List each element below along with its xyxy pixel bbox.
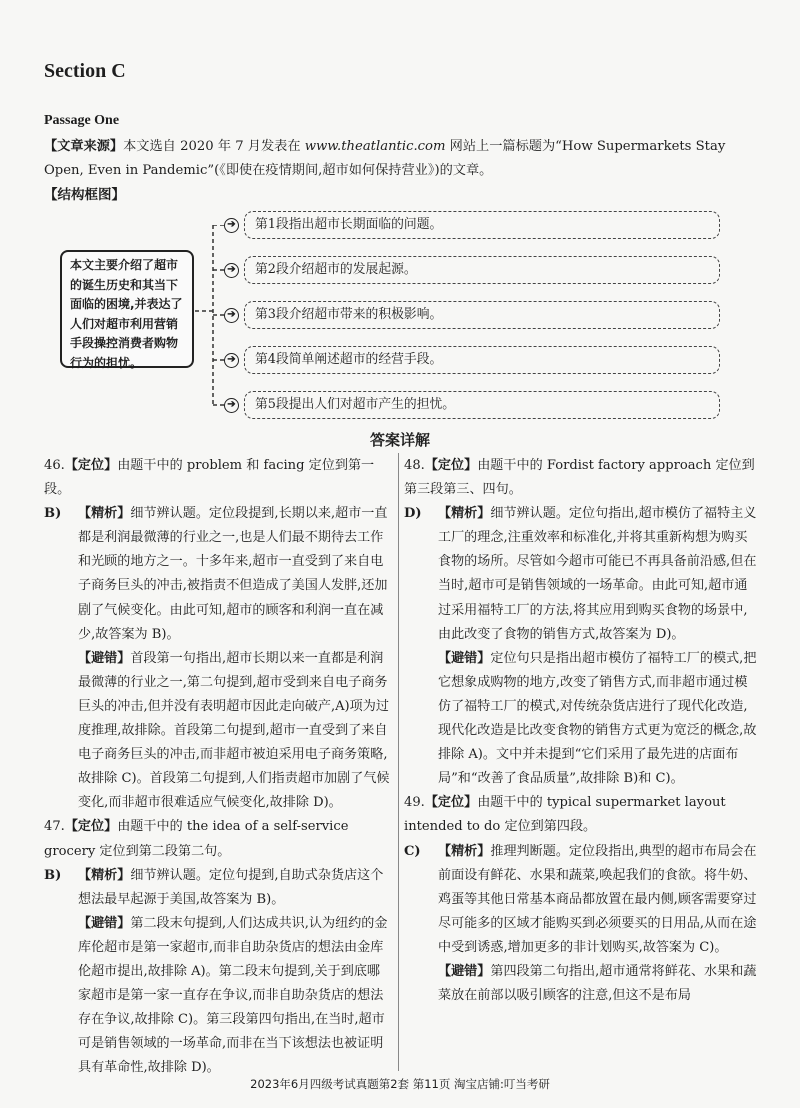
summary-box: 本文主要介绍了超市的诞生历史和其当下面临的困境,并表达了人们对超市利用营销手段操控消费者购物行为的担忧。: [60, 250, 194, 368]
q47-error: [44, 912, 392, 1081]
structure-point-1: 第1段指出超市长期面临的问题。: [244, 211, 720, 239]
locate-label: 【定位】: [424, 458, 478, 473]
source-text-before: 本文选自 2020 年 7 月发表在: [123, 139, 305, 154]
answer-letter: B): [44, 867, 62, 883]
locate-text: 由题干中的 typical supermarket layout intended to do 定位到第四段。: [404, 795, 726, 835]
q49-locate: [404, 791, 758, 839]
column-divider: [398, 453, 399, 1071]
locate-label: 【定位】: [64, 458, 118, 473]
error-label: 【避错】: [78, 915, 131, 931]
arrow-circle-icon: ➔: [224, 263, 239, 278]
section-title: Section C: [44, 60, 126, 82]
q46-error: [44, 647, 392, 816]
arrow-circle-icon: ➔: [224, 218, 239, 233]
error-text: 第二段末句提到,人们达成共识,认为纽约的金库伦超市是第一家超市,而非自助杂货店的想法由金库伦超市提出,故排除 A)。第二段末句提到,关于到底哪家超市是第一家一直存在争议,而非自助杂货店的想法存在争议,故排除 C)。第三段第四句指出,在当时,超市可是销售领域的一场革命,而非在当下该想法也被证明具有革命性,故排除 D)。: [78, 915, 388, 1076]
analysis-text: 细节辨认题。定位段提到,长期以来,超市一直都是利润最微薄的行业之一,也是人们最不期待去工作和光顾的地方之一。十多年来,超市一直受到了来自电子商务巨头的冲击,被指责不但造成了美国人发胖,还加剧了气候变化。由此可知,超市的顾客和利润一直在减少,故答案为 B)。: [78, 506, 388, 642]
q47-analysis: [44, 864, 392, 912]
answer-letter: D): [404, 506, 422, 522]
analysis-label: 【精析】: [438, 506, 491, 522]
error-text: 定位句只是指出超市模仿了福特工厂的模式,把它想象成购物的地方,改变了销售方式,而非超市通过模仿了福特工厂的模式,对传统杂货店进行了现代化改造,现代化改造是比改变食物的销售方式更为宽泛的概念,故排除 A)。文中并未提到“它们采用了最先进的店面布局”和“改善了食品质量”,故排除 B)和 C)。: [438, 650, 757, 787]
answer-letter: B): [44, 506, 62, 522]
passage-title: Passage One: [44, 113, 120, 128]
q48-error: [404, 647, 758, 792]
analysis-text: 推理判断题。定位段指出,典型的超市布局会在前面设有鲜花、水果和蔬菜,唤起我们的食欲。将牛奶、鸡蛋等其他日常基本商品都放置在最内侧,顾客需要穿过尽可能多的区域才能购买到必须要买的日用品,从而在途中受到诱惑,增加更多的非计划购买,故答案为 C)。: [438, 843, 757, 955]
answers-right-column: [404, 454, 758, 1008]
article-source: [44, 135, 764, 183]
question-number: 47.: [44, 819, 65, 835]
q46-analysis: [44, 502, 392, 647]
analysis-text: 细节辨认题。定位句指出,超市模仿了福特主义工厂的理念,注重效率和标准化,并将其重新构想为购买食物的场所。尽管如今超市可能已不再具备前沿感,但在当时,超市可是销售领域的一场革命。由此可知,超市通过采用福特工厂的方法,将其应用到购买食物的场景中,由此改变了食物的销售方式,故答案为 D)。: [438, 506, 757, 642]
answers-left-column: [44, 454, 392, 1080]
locate-text: 由题干中的 the idea of a self-service grocery 定位到第二段第二句。: [44, 819, 349, 859]
q49-analysis: [404, 840, 758, 960]
analysis-text: 细节辨认题。定位句提到,自助式杂货店这个想法最早起源于美国,故答案为 B)。: [78, 867, 384, 907]
error-label: 【避错】: [78, 650, 131, 666]
q47-locate: [44, 815, 392, 863]
diagram-connector: [195, 225, 235, 425]
error-text: 第四段第二句指出,超市通常将鲜花、水果和蔬菜放在前部以吸引顾客的注意,但这不是布局: [438, 963, 757, 1004]
arrow-circle-icon: ➔: [224, 308, 239, 323]
structure-point-2: 第2段介绍超市的发展起源。: [244, 256, 720, 284]
source-label: 【文章来源】: [44, 139, 124, 154]
structure-label: 【结构框图】: [44, 187, 125, 203]
arrow-circle-icon: ➔: [224, 398, 239, 413]
structure-point-3: 第3段介绍超市带来的积极影响。: [244, 301, 720, 329]
locate-label: 【定位】: [424, 795, 478, 811]
question-number: 48.: [404, 458, 425, 473]
structure-point-5: 第5段提出人们对超市产生的担忧。: [244, 391, 720, 419]
source-url: www.theatlantic.com: [304, 139, 446, 154]
analysis-label: 【精析】: [78, 506, 131, 522]
locate-text: 由题干中的 problem 和 facing 定位到第一段。: [44, 458, 375, 498]
analysis-label: 【精析】: [438, 843, 491, 859]
answer-letter: C): [404, 843, 421, 859]
error-label: 【避错】: [438, 963, 491, 979]
locate-text: 由题干中的 Fordist factory approach 定位到第三段第三、四句。: [404, 458, 755, 498]
analysis-label: 【精析】: [78, 867, 131, 883]
arrow-circle-icon: ➔: [224, 353, 239, 368]
answers-heading: 答案详解: [369, 431, 430, 449]
question-number: 49.: [404, 795, 425, 811]
locate-label: 【定位】: [64, 819, 118, 835]
q49-error: [404, 960, 758, 1008]
error-text: 首段第一句指出,超市长期以来一直都是利润最微薄的行业之一,第二句提到,超市受到来自电子商务巨头的冲击,但并没有表明超市因此走向破产,A)项为过度推理,故排除。首段第二句提到,超市一直受到了来自电子商务巨头的冲击,而非超市被迫采用电子商务策略,故排除 C)。首段第二句提到,人们指责超市加剧了气候变化,而非超市很难适应气候变化,故排除 D)。: [78, 650, 390, 811]
error-label: 【避错】: [438, 650, 491, 666]
q46-locate: [44, 454, 392, 502]
source-text-after: 网站上一篇标题为“How Supermarkets Stay Open, Even in Pandemic”(《即使在疫情期间,超市如何保持营业》)的文章。: [44, 139, 726, 178]
q48-locate: [404, 454, 758, 502]
q48-analysis: [404, 502, 758, 647]
page-footer: 2023年6月四级考试真题第2套 第11页 淘宝店铺:叮当考研: [250, 1077, 550, 1091]
question-number: 46.: [44, 458, 65, 473]
structure-point-4: 第4段简单阐述超市的经营手段。: [244, 346, 720, 374]
